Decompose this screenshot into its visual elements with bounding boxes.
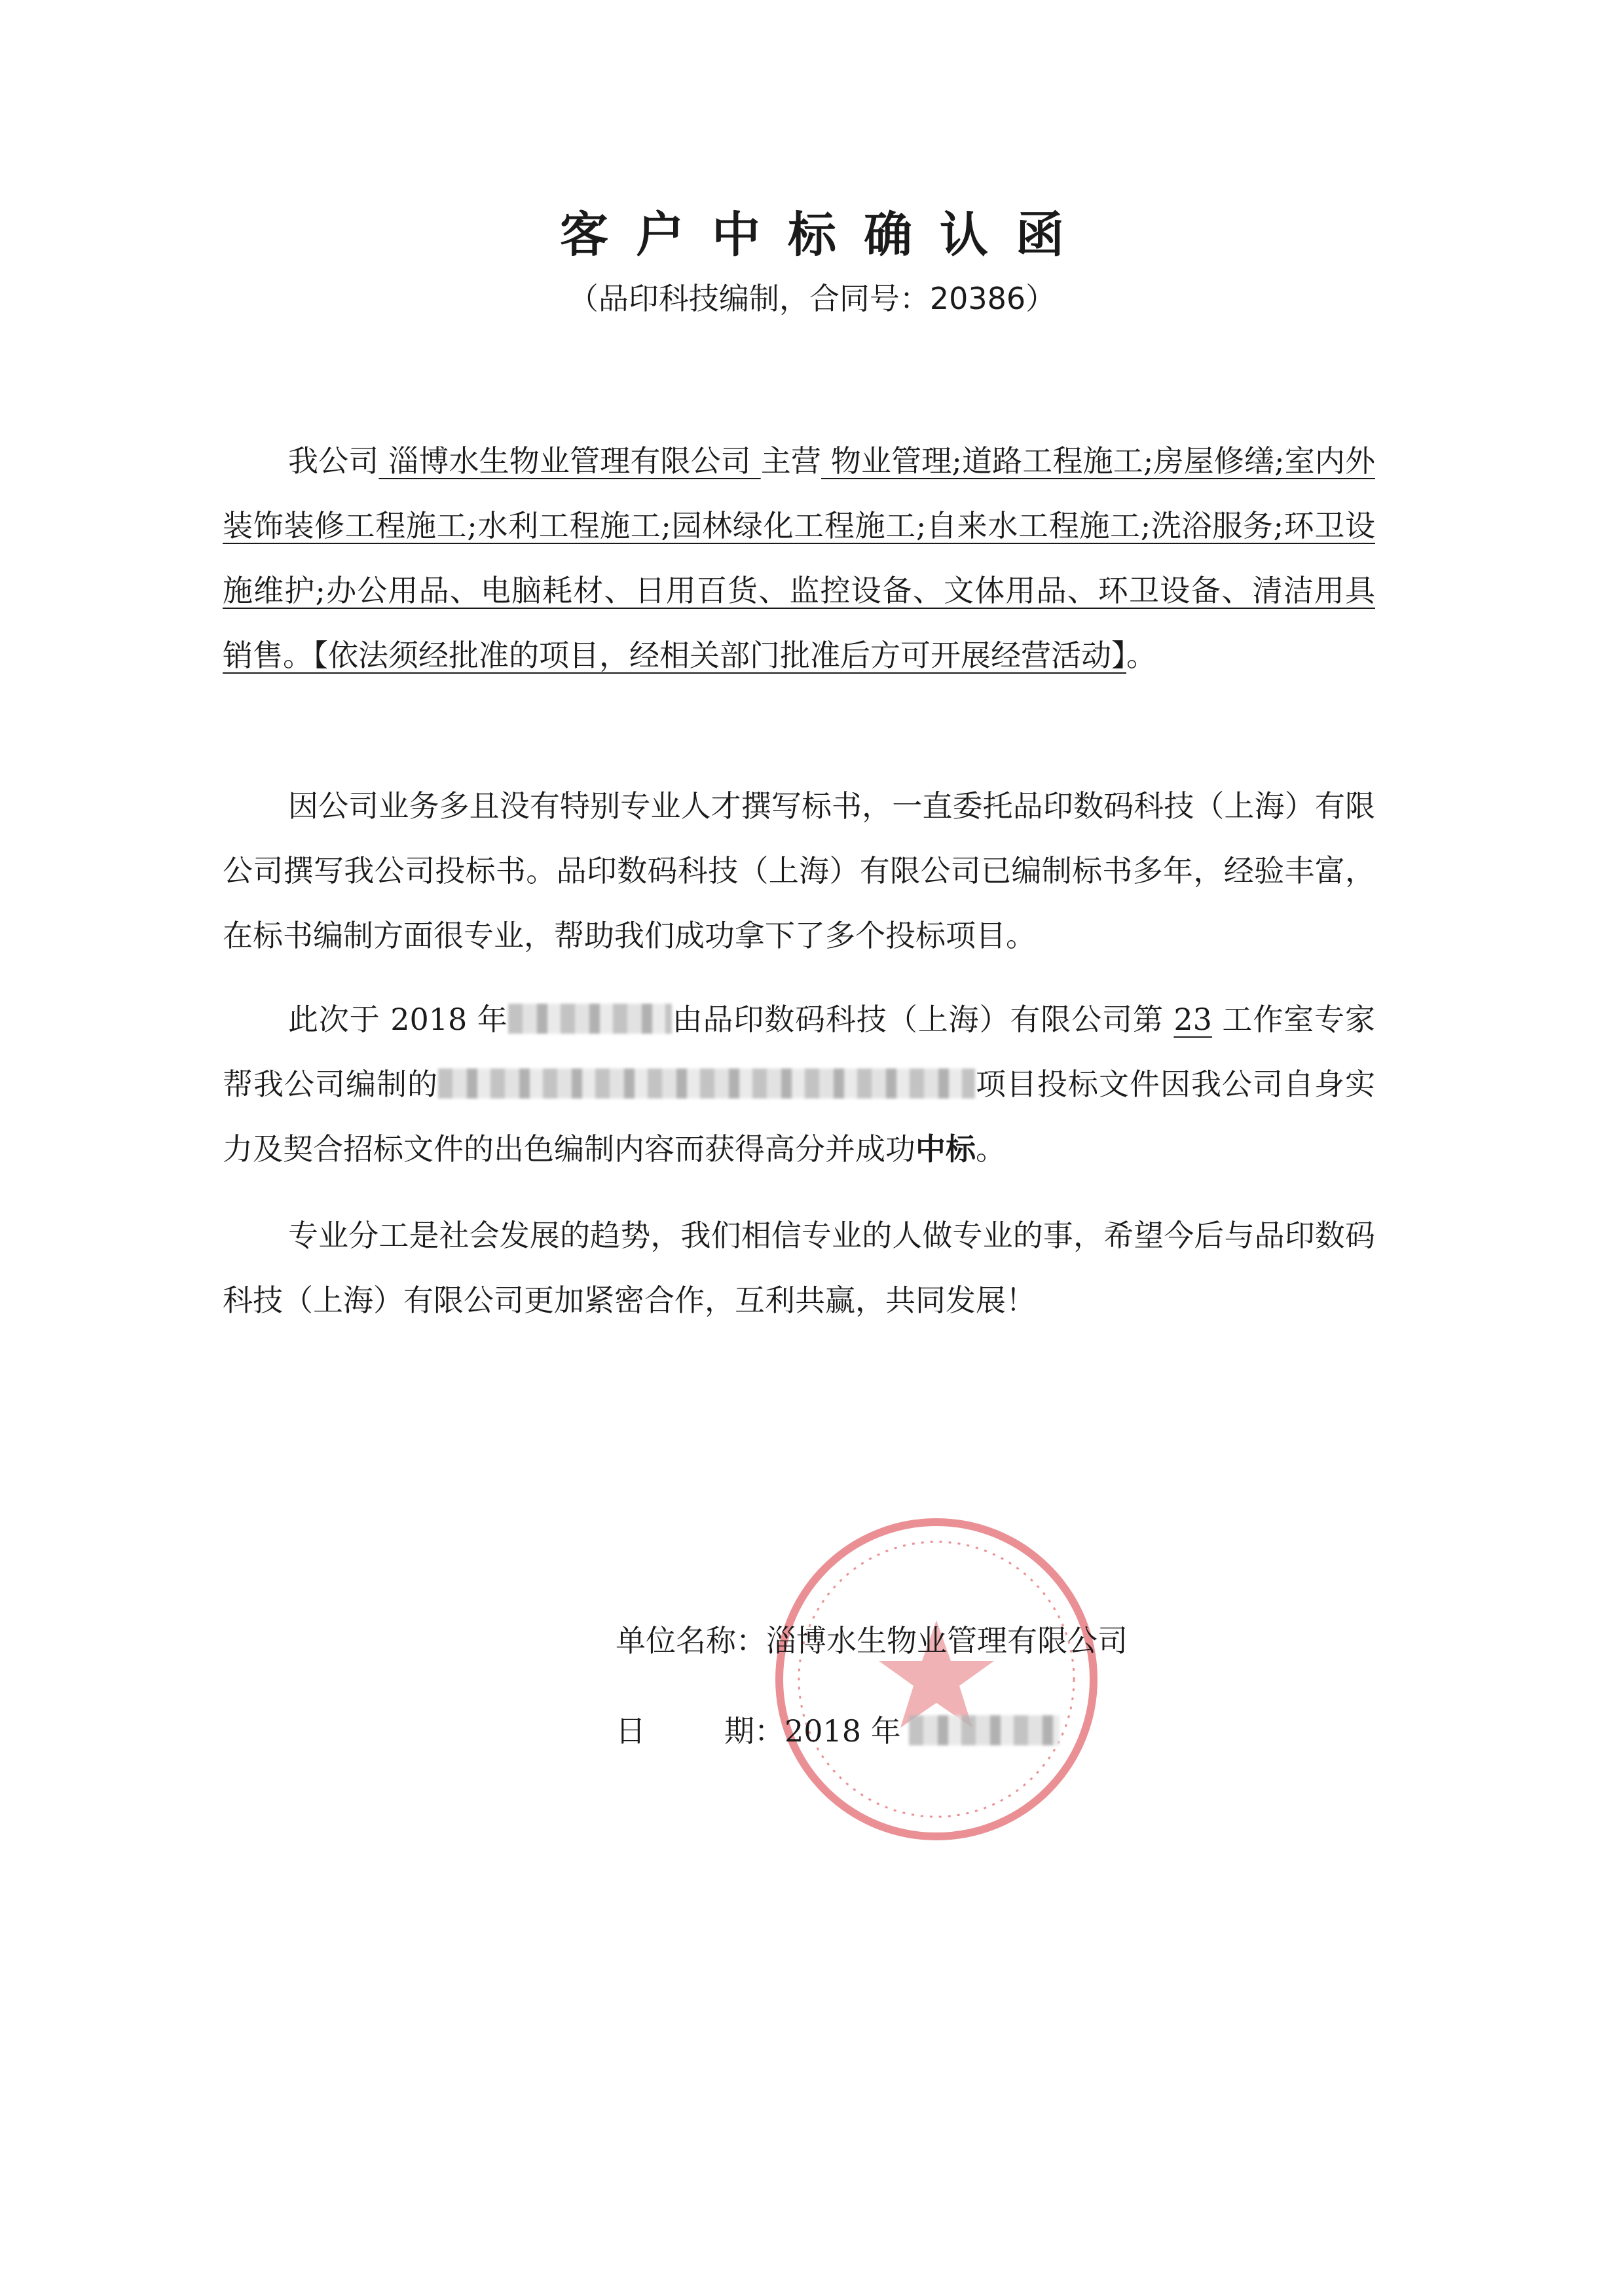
date-label-first: 日 <box>616 1713 646 1749</box>
company-seal <box>766 1509 1107 1850</box>
paragraph-background: 因公司业务多且没有特别专业人才撰写标书，一直委托品印数码科技（上海）有限公司撰写我公司投标书。品印数码科技（上海）有限公司已编制标书多年，经验丰富，在标书编制方面很专业，帮助我们成功拿下了多个投标项目。 <box>223 788 1375 953</box>
page-subtitle: （品印科技编制，合同号：20386） <box>568 281 1056 316</box>
signature-company-row <box>616 1617 1128 1660</box>
win-word: 中标 <box>915 1131 976 1167</box>
bid-result-text: 项目投标文件因我公司自身实力及契合招标文件的出色编制内容而获得高分并成功 <box>223 1066 1375 1167</box>
intro-end: 。 <box>1126 638 1156 673</box>
bid-date-text: 此次于 2018 年 <box>288 1002 508 1037</box>
company-value: 淄博水生物业管理有限公司 <box>766 1623 1128 1658</box>
bid-end: 。 <box>976 1131 1006 1167</box>
intro-lead: 我公司 <box>288 443 379 479</box>
paragraph-company-intro <box>223 429 1375 688</box>
redacted-date <box>508 1004 672 1034</box>
company-name: 淄博水生物业管理有限公司 <box>378 443 761 479</box>
paragraph-closing: 专业分工是社会发展的趋势，我们相信专业的人做专业的事，希望今后与品印数码科技（上海）有限公司更加紧密合作，互利共赢，共同发展！ <box>223 1218 1375 1318</box>
company-label: 单位名称： <box>616 1623 766 1658</box>
date-label-second: 期： <box>724 1713 784 1749</box>
signature-date-row <box>616 1707 1060 1751</box>
paragraph-winning-bid <box>223 987 1375 1182</box>
studio-number: 23 <box>1173 1002 1212 1037</box>
date-value: 2018 年 <box>784 1713 901 1749</box>
bid-author-text: 由品印数码科技（上海）有限公司第 <box>671 1002 1174 1037</box>
redacted-sign-date <box>909 1715 1060 1745</box>
redacted-project-name <box>438 1068 975 1099</box>
page-title: 客户中标确认函 <box>560 207 1092 263</box>
bid-expert-text: 工作室专家帮我公司编制的 <box>223 1002 1376 1102</box>
business-scope: 物业管理;道路工程施工;房屋修缮;室内外装饰装修工程施工;水利工程施工;园林绿化工程施工;自来水工程施工;洗浴服务;环卫设施维护;办公用品、电脑耗材、日用百货、监控设备、文体用品、环卫设备、清洁用具销售。【依法须经批准的项目，经相关部门批准后方可开展经营活动】 <box>223 443 1376 673</box>
intro-mid: 主营 <box>760 443 821 479</box>
